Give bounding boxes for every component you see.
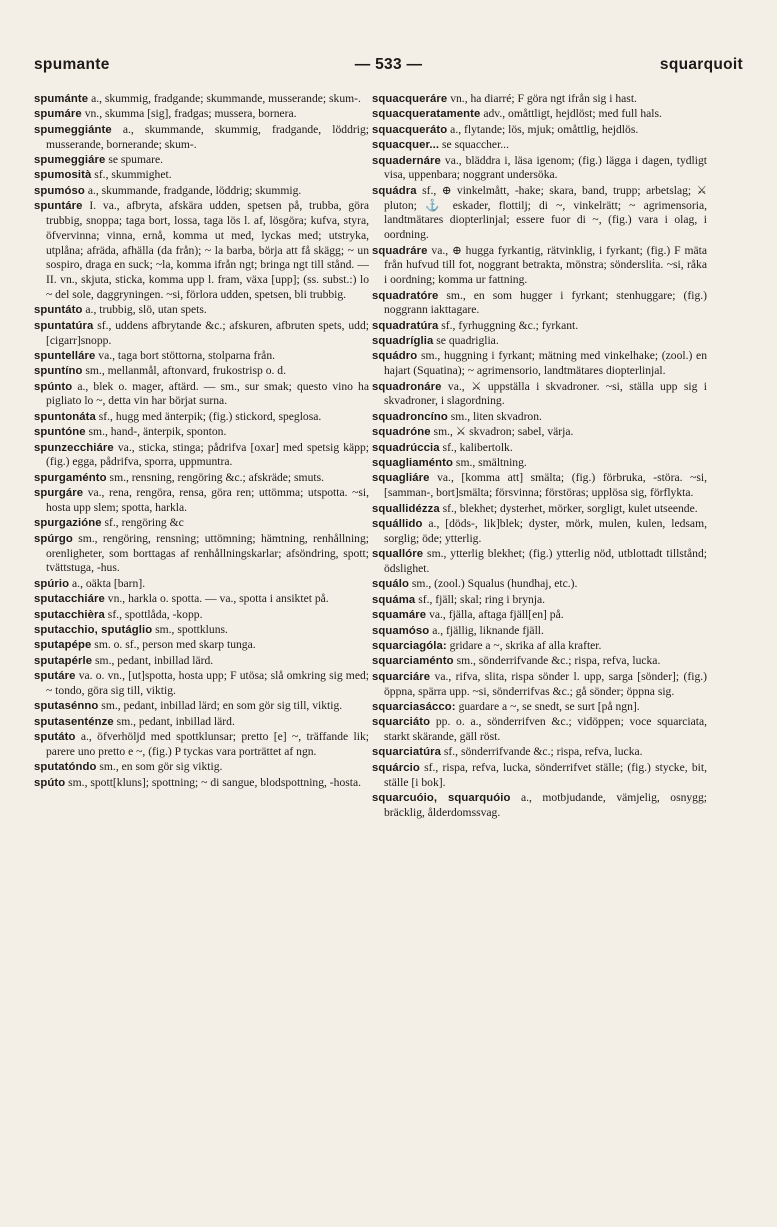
headword: squárcio	[372, 761, 420, 774]
headword: spuntelláre	[34, 349, 96, 362]
headword: sputasénno	[34, 700, 99, 713]
definition: sf., skummighet.	[91, 168, 172, 182]
dictionary-entry	[372, 349, 707, 379]
headword: squádro	[372, 350, 418, 363]
dictionary-entry	[34, 776, 369, 791]
dictionary-entry	[372, 593, 707, 608]
definition: sf., blekhet; dysterhet, mörker, sorgligt, kulet utseende.	[439, 501, 698, 515]
definition: sm., (zool.) Squalus (hundhaj, etc.).	[409, 577, 578, 591]
dictionary-entry	[34, 638, 369, 653]
definition: vn., harkla o. spotta. — va., spotta i ansiktet på.	[104, 592, 329, 606]
definition: va., fjälla, aftaga fjäll[en] på.	[426, 608, 564, 622]
dictionary-entry	[372, 624, 707, 639]
headword: squádra	[372, 184, 417, 197]
dictionary-entry	[34, 623, 369, 638]
dictionary-entry	[34, 303, 369, 318]
dictionary-entry	[372, 547, 707, 577]
headword: spuntatúra	[34, 319, 94, 332]
dictionary-entry	[372, 517, 707, 547]
dictionary-entry	[372, 639, 707, 654]
definition: se quadriglia.	[433, 334, 499, 348]
headword: squadríglia	[372, 335, 434, 348]
definition: a., motbjudande, vämjelig, osnygg; bräcklig, ålderdomssvag.	[384, 791, 707, 819]
dictionary-entry	[372, 123, 707, 138]
dictionary-entry	[372, 289, 707, 319]
definition: a., trubbig, slö, utan spets.	[82, 303, 207, 317]
definition: sm., spottkluns.	[152, 622, 228, 636]
definition: pp. o. a., sönderrifven &c.; vidöppen; voce squarciata, starkt skärande, gäll röst.	[384, 715, 707, 744]
dictionary-entry	[372, 441, 707, 456]
headword: sputacchièra	[34, 608, 105, 621]
definition: sm. o. sf., person med skarp tunga.	[91, 638, 256, 652]
dictionary-entry	[372, 471, 707, 501]
dictionary-entry	[372, 107, 707, 122]
headword: squacqueráto	[372, 123, 448, 136]
running-head	[34, 56, 743, 80]
dictionary-entry	[372, 670, 707, 700]
definition: sm., en som gör sig viktig.	[96, 760, 223, 774]
definition: a., skummig, fradgande; skummande, musserande; skum-.	[88, 92, 361, 105]
headword: squarciáto	[372, 716, 431, 729]
dictionary-entry	[34, 760, 369, 775]
headword: spúrgo	[34, 532, 73, 545]
headword: squadroncíno	[372, 410, 448, 423]
dictionary-entry	[34, 410, 369, 425]
definition: sf., ⊕ vinkelmått, -hake; skara, band, trupp; arbetslag; ⚔ pluton; ⚓ eskader, flottilj; di ~, vinkelrätt; ~ agrimensoria, landtmätares diopterlinjal; essere fuor di ~, (fig.) vara i olag, i oordning.	[384, 183, 707, 242]
definition: a., oäkta [barn].	[69, 576, 146, 590]
dictionary-entry	[34, 123, 369, 153]
definition: sf., fyrhuggning &c.; fyrkant.	[438, 318, 579, 332]
headword: sputapérle	[34, 654, 93, 667]
guide-word-right: squarquoit	[659, 56, 743, 73]
definition: sf., fjäll; skal; ring i brynja.	[415, 592, 546, 606]
dictionary-entry	[34, 107, 369, 122]
dictionary-entry	[34, 730, 369, 760]
definition: I. va., afbryta, afskära udden, spetsen på, trubba, göra trubbig, snoppa; taga bort, lossa, taga lös l. af, lösgöra; kufva, styra, öfvervinna; vinna, ernå, komma ut med, lyckas med; utstryka, utplåna; afräda, afhälla (da från); ~ la barba, börja att få skägg; ~ un sospiro, draga en suck; ~la, komma ifrån ngt; bringa ngt till stånd. — II. vn., skjuta, sticka, komma upp l. fram, växa [upp]; (ss. subst.:) lo ~ del sole, daggryningen. ~si, förlora udden, spetsen, bli trubbig.	[46, 199, 369, 301]
headword: squagliaménto	[372, 457, 454, 470]
definition: a., skummande, fradgande, löddrig; skummig.	[84, 183, 302, 197]
headword: squacqueratamente	[372, 108, 481, 121]
headword: spumosità	[34, 169, 92, 182]
headword: squarciagóla:	[372, 639, 447, 652]
definition: sm., rensning, rengöring &c.; afskräde; smuts.	[106, 470, 324, 484]
definition: va., ⊕ hugga fyrkantig, rätvinklig, i fyrkant; (fig.) F mäta från hufvud till fot, noggrant betrakta, mönstra; söndersliṫa. ~si, råka i oordning; komma ur fattning.	[384, 243, 707, 287]
left-column	[34, 92, 369, 1192]
headword: squamóso	[372, 624, 430, 637]
guide-word-left: spumante	[34, 56, 110, 73]
headword: sputáto	[34, 731, 76, 744]
headword: sputáre	[34, 670, 76, 683]
headword: spúnto	[34, 380, 73, 393]
definition: sf., kalibertolk.	[439, 440, 513, 454]
headword: squarcuóio, squarquóio	[372, 792, 511, 805]
headword: spuntonáta	[34, 410, 96, 423]
headword: spumáre	[34, 108, 82, 121]
headword: spúto	[34, 776, 66, 789]
definition: a., fjällig, liknande fjäll.	[429, 623, 544, 637]
dictionary-entry	[34, 715, 369, 730]
page-number: — 533 —	[354, 56, 423, 73]
dictionary-entry	[34, 669, 369, 699]
definition: sm., huggning i fyrkant; mätning med vinkelhake; (zool.) en hajart (Squatina); ~ agrimensorio, landtmätares diopterlinjal.	[384, 349, 707, 378]
headword: squadratóre	[372, 289, 439, 302]
dictionary-entry	[372, 154, 707, 184]
dictionary-entry	[34, 92, 369, 107]
headword: sputacchiáre	[34, 593, 105, 606]
headword: spurgazióne	[34, 517, 102, 530]
definition: a., blek o. mager, aftärd. — sm., sur smak; questo vino ha pigliato lo ~, detta vin har börjat surna.	[46, 379, 369, 408]
dictionary-entry	[372, 334, 707, 349]
headword: sputasenténze	[34, 715, 114, 728]
headword: squallóre	[372, 548, 424, 561]
definition: gridare a ~, skrika af alla krafter.	[446, 638, 602, 652]
dictionary-entry	[34, 425, 369, 440]
definition: sm., hand-, änterpik, sponton.	[85, 425, 227, 439]
dictionary-entry	[372, 319, 707, 334]
dictionary-entry	[372, 410, 707, 425]
definition: sf., uddens afbrytande &c.; afskuren, afbruten spets, udd; [cigarr]snopp.	[46, 318, 369, 347]
dictionary-entry	[34, 532, 369, 576]
headword: squálo	[372, 578, 410, 591]
dictionary-entry	[372, 791, 707, 821]
definition: va., taga bort stöttorna, stolparna från.	[95, 348, 276, 362]
definition: sm., spott[kluns]; spottning; ~ di sangue, blodspottning, -hosta.	[65, 775, 362, 789]
dictionary-entry	[372, 700, 707, 715]
dictionary-entry	[34, 199, 369, 303]
dictionary-entry	[372, 380, 707, 410]
dictionary-entry	[34, 654, 369, 669]
headword: squállido	[372, 518, 423, 530]
definition: sf., spottlåda, -kopp.	[104, 607, 203, 621]
definition: adv., omåttligt, hejdlöst; med full hals.	[480, 107, 662, 121]
definition: sm., ytterlig blekhet; (fig.) ytterlig nöd, utblottadt tillstånd; ödslighet.	[384, 547, 707, 575]
definition: sm., sönderrifvande &c.; rispa, refva, lucka.	[453, 654, 661, 668]
dictionary-entry	[34, 184, 369, 199]
definition: sm., pedant, inbillad lärd.	[113, 714, 235, 728]
definition: sm., pedant, inbillad lärd.	[92, 653, 214, 667]
definition: sm., rengöring, rensning; uttömning; hämtning, renhållning; orenligheter, som borttagas af renhållningskarlar; afsöndring, spott; tvättstuga, -hus.	[46, 531, 369, 575]
definition: va., ⚔ uppställa i skvadroner. ~si, ställa upp sig i skvadroner, i slagordning.	[384, 379, 707, 408]
headword: squamáre	[372, 609, 427, 622]
definition: a., flytande; lös, mjuk; omåttlig, hejdlös.	[447, 122, 639, 136]
headword: spumeggiánte	[34, 123, 112, 136]
headword: squarciasácco:	[372, 700, 456, 713]
definition: se squaccher...	[439, 138, 509, 152]
definition: se spumare.	[105, 152, 164, 166]
headword: spumeggiáre	[34, 153, 106, 166]
dictionary-entry	[372, 92, 707, 107]
definition: a., öfverhöljd med spottklunsar; pretto [e] ~, träffande lik; parere uno pretto e ~, (fig.) P tyckas vara porträttet af ngn.	[46, 730, 369, 758]
headword: squadratúra	[372, 319, 439, 332]
headword: squagliáre	[372, 472, 430, 485]
dictionary-entry	[372, 577, 707, 592]
definition: va., rifva, slita, rispa sönder l. upp, sarga [sönder]; (fig.) öppna, spärra upp. ~si, sönderrifvas &c.; gå sönder; öppna sig.	[384, 669, 707, 698]
dictionary-entry	[34, 319, 369, 349]
definition: va., sticka, stinga; pådrifva [oxar] med spetsig käpp; (fig.) egga, pådrifva, sporra, uppmuntra.	[46, 440, 369, 469]
definition: sm., ⚔ skvadron; sabel, värja.	[430, 425, 574, 439]
dictionary-entry	[34, 364, 369, 379]
dictionary-entry	[372, 608, 707, 623]
dictionary-entry	[34, 471, 369, 486]
headword: squarciaménto	[372, 655, 454, 668]
headword: spunzecchiáre	[34, 441, 114, 454]
headword: spumánte	[34, 93, 89, 105]
dictionary-entry	[372, 502, 707, 517]
headword: sputapépe	[34, 639, 92, 652]
dictionary-entry	[34, 380, 369, 410]
dictionary-entry	[372, 761, 707, 791]
definition: va., bläddra i, läsa igenom; (fig.) lägga i dagen, tydligt visa, uppenbara; noggrant undersöka.	[384, 153, 707, 182]
definition: va., rena, rengöra, rensa, göra ren; uttömma; utspotta. ~si, hosta upp slem; spotta, harkla.	[46, 486, 369, 515]
dictionary-entry	[34, 699, 369, 714]
headword: spurgáre	[34, 487, 84, 500]
definition: sf., sönderrifvande &c.; rispa, refva, lucka.	[441, 745, 643, 759]
definition: sm., mellanmål, aftonvard, frukostrisp o. d.	[82, 364, 286, 378]
definition: sm., pedant, inbillad lärd; en som gör sig till, viktig.	[98, 699, 343, 713]
headword: squáma	[372, 593, 416, 606]
headword: spuntáre	[34, 200, 83, 213]
headword: squarciáre	[372, 670, 431, 683]
definition: sf., rispa, refva, lucka, sönderrifvet ställe; (fig.) stycke, bit, ställe [i bok].	[384, 760, 707, 789]
headword: spuntáto	[34, 304, 83, 317]
headword: spurgaménto	[34, 471, 107, 484]
dictionary-entry	[372, 456, 707, 471]
dictionary-entry	[34, 577, 369, 592]
definition: sm., en som hugger i fyrkant; stenhuggare; (fig.) noggrann iakttagare.	[384, 288, 707, 317]
dictionary-entry	[372, 138, 707, 153]
dictionary-entry	[372, 184, 707, 243]
headword: spumóso	[34, 184, 85, 197]
definition: sm., liten skvadron.	[447, 409, 542, 423]
definition: a., skummande, skummig, fradgande, löddrig; musserande, bornerande; skum-.	[46, 122, 369, 151]
definition: guardare a ~, se snedt, se surt [på ngn].	[455, 699, 640, 713]
dictionary-entry	[34, 592, 369, 607]
headword: squadrúccia	[372, 441, 440, 454]
headword: squadernáre	[372, 154, 441, 167]
dictionary-entry	[34, 486, 369, 516]
headword: spuntóne	[34, 426, 86, 439]
dictionary-entry	[372, 654, 707, 669]
headword: squadróne	[372, 426, 431, 439]
definition: vn., skumma [sig], fradgas; mussera, bornera.	[81, 107, 297, 121]
definition: sf., rengöring &c	[101, 516, 184, 530]
headword: sputacchio, sputáglio	[34, 623, 153, 636]
headword: squallidézza	[372, 502, 440, 515]
definition: va., [komma att] smälta; (fig.) förbruka, -störa. ~si, [samman-, bort]smälta; försvinna; förstöras; upplösa sig, förflykta.	[384, 471, 707, 500]
dictionary-entry	[34, 608, 369, 623]
dictionary-entry	[34, 153, 369, 168]
headword: squacqueráre	[372, 93, 448, 105]
dictionary-entry	[372, 425, 707, 440]
dictionary-entry	[34, 516, 369, 531]
dictionary-entry	[34, 168, 369, 183]
headword: squadronáre	[372, 380, 442, 393]
headword: sputatóndo	[34, 761, 97, 774]
headword: squacquer...	[372, 139, 440, 152]
headword: squarciatúra	[372, 746, 442, 759]
definition: va. o. vn., [ut]spotta, hosta upp; F utösa; slå omkring sig med; ~ tondo, göra sig till, viktig.	[46, 669, 369, 697]
dictionary-entry	[34, 441, 369, 471]
definition: a., [döds-, lik]blek; dyster, mörk, mulen, kulen, ledsam, sorglig; öde; ytterlig.	[384, 517, 707, 545]
dictionary-entry	[372, 244, 707, 288]
headword: spúrio	[34, 577, 70, 590]
definition: vn., ha diarré; F göra ngt ifrån sig i hast.	[447, 92, 637, 105]
dictionary-entry	[34, 349, 369, 364]
headword: squadráre	[372, 244, 428, 257]
dictionary-entry	[372, 715, 707, 745]
definition: sf., hugg med änterpik; (fig.) stickord, speglosa.	[95, 409, 322, 423]
definition: sm., smältning.	[453, 456, 527, 470]
headword: spuntíno	[34, 365, 83, 378]
dictionary-entry	[372, 745, 707, 760]
right-column	[372, 92, 707, 1192]
